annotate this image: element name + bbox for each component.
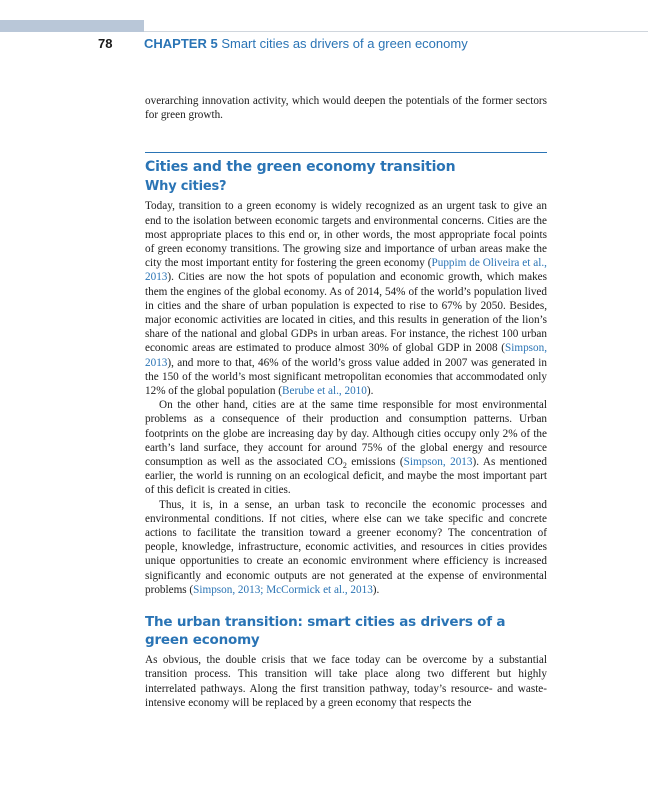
citation-link[interactable]: Puppim de Oliveira et al., 2013 xyxy=(145,257,547,284)
citation-link[interactable]: Simpson, 2013 xyxy=(145,342,547,369)
header-rule xyxy=(144,31,648,32)
chapter-title: Smart cities as drivers of a green economy xyxy=(221,36,468,51)
section-heading-cities: Cities and the green economy transition xyxy=(145,159,456,176)
section-rule xyxy=(145,152,547,153)
chapter-label: CHAPTER 5 xyxy=(144,36,218,51)
citation-link[interactable]: Simpson, 2013 xyxy=(403,456,473,469)
body-paragraph-3: Thus, it is, in a sense, an urban task to reconcile the economic processes and environmental conditions. If not cities, where else can we take specific and concrete actions to facilitate the transition toward a greener economy? The concentration of people, knowledge, infrastructure, economic activities, and resources in cities provides unique opportunities to create an economic environment where efficiency is increased significantly and economic outputs are not generated at the expense of environmental problems (Simpson, 2013; McCormick et al., 2013). xyxy=(145,498,547,596)
page-body xyxy=(145,94,547,710)
citation-link[interactable]: Berube et al., 2010 xyxy=(282,385,367,398)
body-paragraph-2: On the other hand, cities are at the same time responsible for most environmental problems as a consequence of their production and consumption patterns. Urban footprints on the globe are increasing day by day. Although cities occupy only 2% of the earth’s land surface, they account for around 75% of the global energy and resource consumption as well as the associated $CO_2$ emissions (Simpson, 2013). As mentioned earlier, the world is running on an ecological deficit, and maybe the most important part of this deficit is created in cities. xyxy=(145,399,548,497)
intro-paragraph: overarching innovation activity, which would deepen the potentials of the former sectors for green growth. xyxy=(145,95,547,122)
page-number: 78 xyxy=(98,36,113,51)
citation-link[interactable]: Simpson, 2013; McCormick et al., 2013 xyxy=(193,583,373,596)
running-head xyxy=(144,36,468,51)
body-paragraph-1: Today, transition to a green economy is widely recognized as an urgent task to give an end to the isolation between economic targets and environmental concerns. Cities are the most appropriate places to this end or, in other words, the most appropriate focal points of green economy transitions. The growing size and importance of urban areas make the city the most important entity for fostering the green economy (Puppim de Oliveira et al., 2013). Cities are now the hot spots of population and economic growth, which makes them the engines of the global economy. As of 2014, 54% of the world’s population lived in cities and the share of urban population is expected to rise to 67% by 2050. Besides, major economic activities are located in cities, and this results in generation of the lion’s share of the national and global GDPs in urban areas. For instance, the richest 100 urban economic areas are estimated to produce almost 30% of global GDP in 2008 (Simpson, 2013), and more to that, 46% of the world’s gross value added in 2007 was generated in the 150 of the world’s most significant metropolitan economies that accommodated only 12% of the global population (Berube et al., 2010). xyxy=(145,200,547,398)
header-color-bar xyxy=(0,20,144,32)
section-heading-urban-transition: The urban transition: smart cities as drivers of a green economy xyxy=(145,614,506,649)
body-paragraph-4: As obvious, the double crisis that we face today can be overcome by a substantial transition process. This transition will take place along two different but highly interrelated pathways. Along the first transition pathway, today’s resource- and waste-intensive economy will be replaced by a green economy that respects the xyxy=(145,654,547,709)
subsection-heading-why-cities: Why cities? xyxy=(145,179,227,195)
